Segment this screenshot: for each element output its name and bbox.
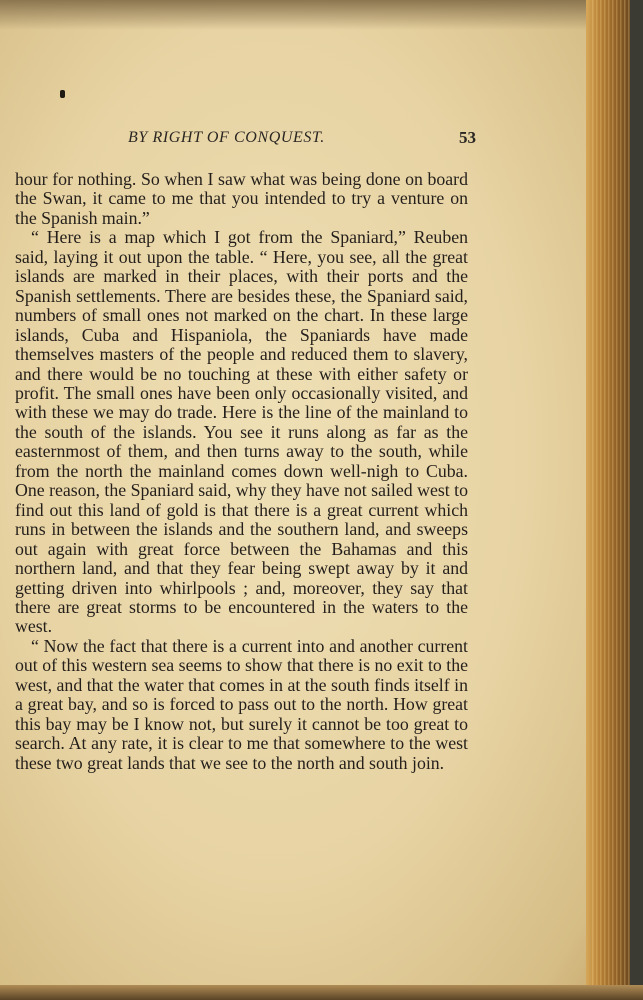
body-text xyxy=(15,170,468,773)
page-top-shadow xyxy=(0,0,600,30)
book-bottom-edge xyxy=(0,985,643,1000)
paragraph-1: hour for nothing. So when I saw what was being done on board the Swan, it came to me that you intended to try a venture on the Spanish main.” xyxy=(15,169,468,228)
book-cover-edge xyxy=(630,0,643,1000)
running-title: BY RIGHT OF CONQUEST. xyxy=(128,129,325,146)
paragraph-3: “ Now the fact that there is a current into and another current out of this western sea seems to show that there is no exit to the west, and that the water that comes in at the south finds itself in a great bay, and so is forced to pass out to the north. How great this bay may be I know not, but surely it cannot be too great to search. At any rate, it is clear to me that somewhere to the west these two great lands that we see to the north and south join. xyxy=(15,635,468,773)
paragraph-2: “ Here is a map which I got from the Spaniard,” Reuben said, laying it out upon the table. “ Here, you see, all the great islands are marked in their places, with their ports and the Spanish settlements. There are besides these, the Spaniard said, numbers of small ones not marked on the chart. In these large islands, Cuba and Hispaniola, the Spaniards have made themselves masters of the people and reduced them to slavery, and there would be no touching at these with either safety or profit. The small ones have been only occasionally visited, and with these we may do trade. Here is the line of the mainland to the south of the islands. You see it runs along as far as the easternmost of them, and then turns away to the south, while from the north the mainland comes down well-nigh to Cuba. One reason, the Spaniard said, why they have not sailed west to find out this land of gold is that there is a great current which runs in between the islands and the southern land, and sweeps out again with great force between the Bahamas and this northern land, and that they fear being swept away by it and getting driven into whirlpools ; and, moreover, they say that there are great storms to be encountered in the waters to the west. xyxy=(15,227,468,637)
page-header xyxy=(128,129,476,153)
page-edge-lines xyxy=(592,0,632,1000)
ink-mark xyxy=(60,90,65,98)
page-number: 53 xyxy=(459,128,476,147)
